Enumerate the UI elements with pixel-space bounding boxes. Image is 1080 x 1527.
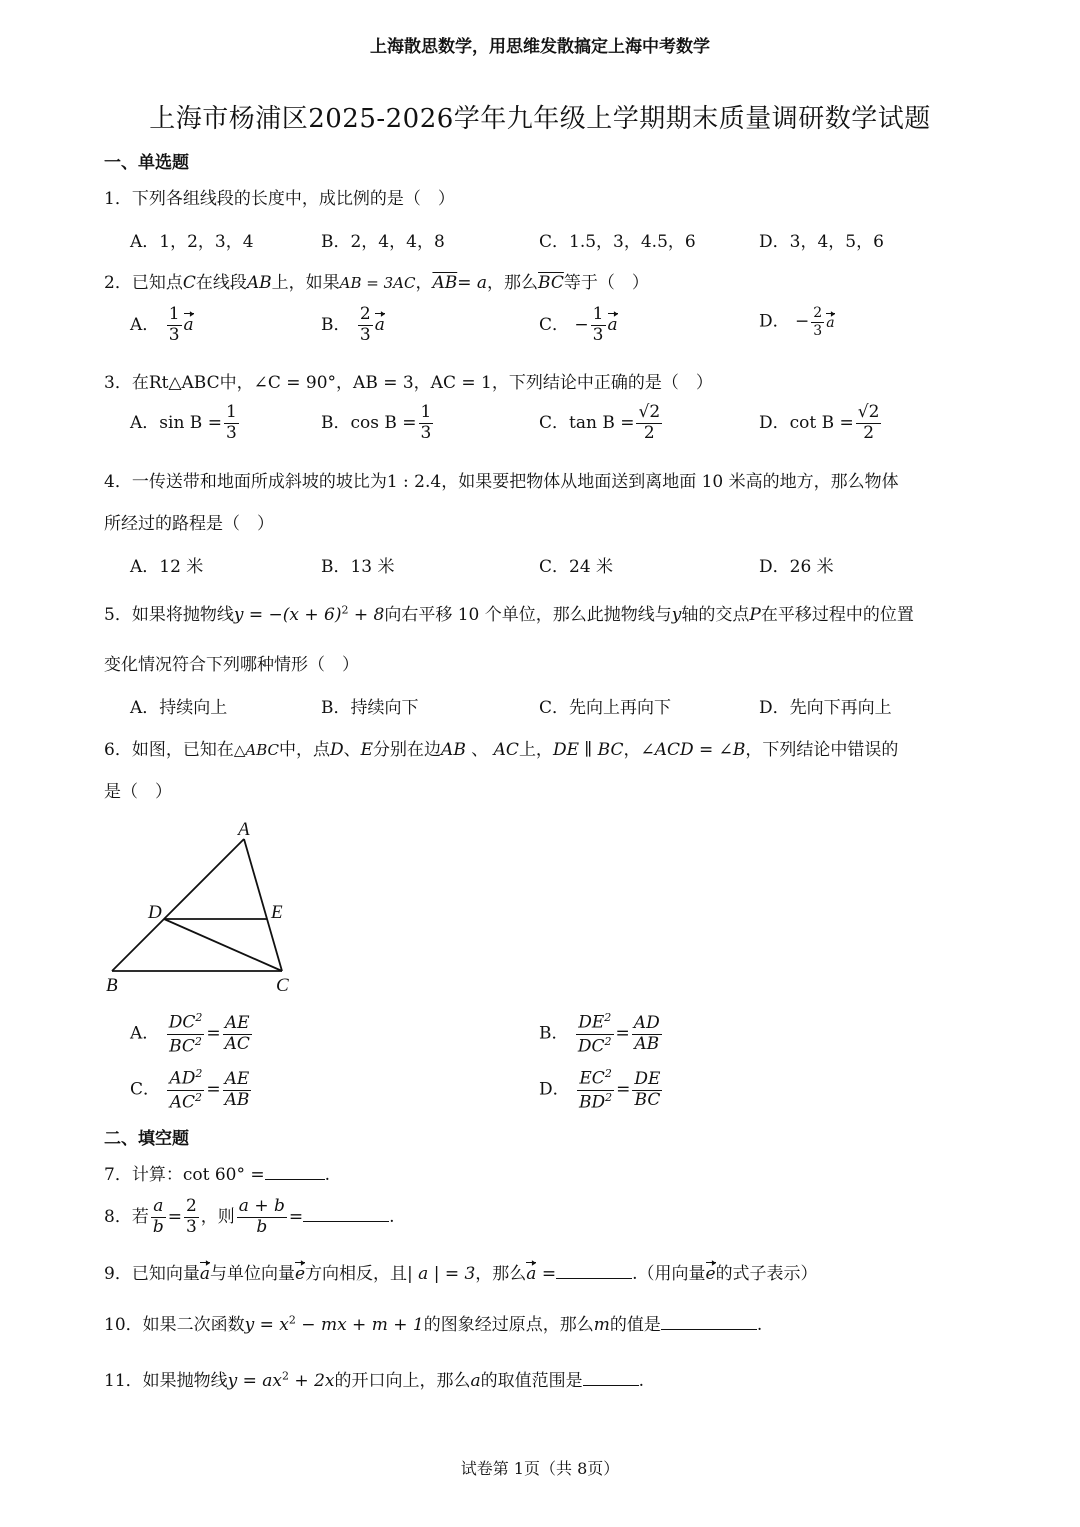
q2-text-2: 在线段: [195, 273, 247, 293]
option-label: A．: [130, 314, 160, 335]
fraction: $\frac{DC^2}{BC^2}$: [168, 1011, 203, 1057]
label-b: B: [106, 975, 118, 996]
fraction: $\frac{1}{3}$: [420, 402, 432, 443]
q2-text-1: 2．已知点: [104, 273, 183, 293]
question-4-option-a: A．12 米: [130, 557, 204, 577]
question-1-option-b: B．2，4，4，8: [321, 232, 445, 252]
segment-ab: [112, 839, 244, 971]
fraction: $\frac{AD}{AB}$: [633, 1012, 660, 1054]
question-3-stem: 3．在Rt△ABC中，∠C = 90°，AB = 3，AC = 1，下列结论中正确的是（ ）: [104, 373, 713, 393]
question-4-stem-line2: 所经过的路程是（ ）: [104, 514, 274, 534]
section-heading-fill-blank: 二、填空题: [104, 1129, 189, 1149]
q2-vector-ab: $\overline{AB}$: [432, 273, 458, 293]
fraction: $\frac{EC^2}{BD^2}$: [579, 1067, 613, 1113]
label-a: A: [238, 819, 250, 840]
q2-vector-bc: $\overline{BC}$: [538, 273, 564, 293]
fraction: $\frac{2}{3}$: [185, 1196, 197, 1237]
question-1-option-a: A．1，2，3，4: [130, 232, 254, 252]
question-7: 7．计算：cot 60° = .: [104, 1165, 331, 1185]
fraction: $\frac{a}{b}$: [152, 1196, 164, 1237]
option-label: D．: [759, 311, 790, 332]
option-label: C．: [539, 314, 570, 335]
question-4-option-b: B．13 米: [321, 557, 395, 577]
question-5-option-a: A．持续向上: [130, 698, 228, 718]
fraction: $\frac{AD^2}{AC^2}$: [169, 1067, 203, 1113]
question-5-stem-line2: 变化情况符合下列哪种情形（ ）: [104, 655, 359, 675]
vector-e: e: [294, 1264, 306, 1284]
vector-e: e: [705, 1264, 716, 1284]
promo-banner: 上海散思数学，用思维发散搞定上海中考数学: [370, 37, 710, 57]
question-4-stem-line1: 4．一传送带和地面所成斜坡的坡比为1 : 2.4，如果要把物体从地面送到离地面 10 米高的地方，那么物体: [104, 472, 899, 492]
triangle-figure: [100, 815, 310, 1000]
vector-a: a: [199, 1264, 210, 1284]
q2-text-5: 等于（ ）: [563, 273, 649, 293]
question-5-option-c: C．先向上再向下: [539, 698, 672, 718]
question-6-stem-line2: 是（ ）: [104, 782, 172, 802]
label-e: E: [271, 902, 283, 923]
question-5-option-b: B．持续向下: [321, 698, 419, 718]
fraction: $\frac{AE}{AB}$: [224, 1068, 250, 1110]
fraction: $\frac{1}{3}$: [592, 304, 604, 345]
label-c: C: [276, 975, 289, 996]
q2-vector-eq: = a: [457, 273, 488, 293]
fraction: $\frac{√2}{2}$: [638, 402, 661, 443]
question-3-option-d: D．cot B = $\frac{√2}{2}$: [759, 402, 880, 443]
option-label: B．: [321, 314, 351, 335]
question-6-stem-line1: 6．如图，已知在△ABC中，点D、E分别在边AB 、 AC上，DE ∥ BC，∠ACD = ∠B，下列结论中错误的: [104, 740, 899, 760]
question-3-option-c: C．tan B = $\frac{√2}{2}$: [539, 402, 661, 443]
question-5-option-d: D．先向下再向上: [759, 698, 892, 718]
question-2-option-d: [759, 306, 835, 338]
question-1-option-c: C．1.5，3，4.5，6: [539, 232, 696, 252]
question-2-option-b: [321, 306, 385, 345]
question-11: 11．如果抛物线$y = ax^2 + 2x$的开口向上，那么a的取值范围是 .: [104, 1369, 645, 1391]
fraction: $\frac{1}{3}$: [168, 304, 180, 345]
minus-sign: −: [574, 314, 589, 335]
vector-a: a: [374, 314, 385, 335]
question-8: 8．若 $\frac{a}{b}$ = $\frac{2}{3}$ ，则 $\frac{a + b}{b}$ = .: [104, 1196, 395, 1237]
q2-point-c: C: [182, 273, 196, 293]
answer-blank: [265, 1163, 325, 1180]
q2-sep: ，: [415, 273, 433, 293]
vector-a: a: [826, 314, 835, 331]
question-3-option-b: B．cos B = $\frac{1}{3}$: [321, 402, 432, 443]
question-6-option-c: C． $\frac{AD^2}{AC^2}$ = $\frac{AE}{AB}$: [130, 1067, 250, 1113]
question-1-option-d: D．3，4，5，6: [759, 232, 884, 252]
question-10: 10．如果二次函数$y = x^2$ − mx + m + 1的图象经过原点，那么m的值是 .: [104, 1313, 763, 1335]
segment-dc: [164, 919, 282, 971]
label-d: D: [148, 902, 162, 923]
page-footer: 试卷第 1页（共 8页）: [460, 1459, 620, 1478]
question-1-stem: 1．下列各组线段的长度中，成比例的是（ ）: [104, 189, 455, 209]
fraction: $\frac{AE}{AC}$: [224, 1012, 250, 1054]
question-9: 9．已知向量a与单位向量e方向相反，且| a | = 3，那么a = .（用向量e的式子表示）: [104, 1264, 818, 1284]
fraction: $\frac{DE^2}{DC^2}$: [577, 1011, 612, 1057]
vector-a: a: [607, 314, 618, 335]
question-6-option-d: D． $\frac{EC^2}{BD^2}$ = $\frac{DE}{BC}$: [539, 1067, 661, 1113]
minus-sign: −: [795, 311, 810, 332]
fraction: $\frac{√2}{2}$: [857, 402, 880, 443]
fraction: $\frac{1}{3}$: [225, 402, 237, 443]
parabola-formula: y = −(x + 6): [233, 605, 342, 625]
fraction: $\frac{DE}{BC}$: [634, 1068, 661, 1110]
question-6-option-a: A． $\frac{DC^2}{BC^2}$ = $\frac{AE}{AC}$: [130, 1011, 250, 1057]
question-2-stem: [104, 268, 649, 293]
section-heading-single-choice: 一、单选题: [104, 153, 189, 173]
question-3-option-a: A．sin B = $\frac{1}{3}$: [130, 402, 237, 443]
vector-a: a: [526, 1264, 537, 1284]
question-4-option-d: D．26 米: [759, 557, 834, 577]
question-2-option-c: [539, 306, 618, 345]
q2-equation: AB = 3AC: [339, 274, 416, 292]
page-title: 上海市杨浦区2025-2026学年九年级上学期期末质量调研数学试题: [149, 104, 931, 134]
question-5-stem-line1: 5．如果将抛物线$y = -(x + 6)^2 + 8$向右平移 10 个单位，那么此抛物线与y轴的交点P在平移过程中的位置: [104, 603, 914, 625]
answer-blank: [303, 1205, 389, 1222]
question-4-option-c: C．24 米: [539, 557, 614, 577]
question-6-option-b: B． $\frac{DE^2}{DC^2}$ = $\frac{AD}{AB}$: [539, 1011, 660, 1057]
answer-blank: [556, 1262, 632, 1279]
fraction: $\frac{a + b}{b}$: [238, 1196, 285, 1237]
q2-text-3: 上，如果: [271, 273, 340, 293]
q2-segment-ab: AB: [246, 273, 272, 293]
answer-blank: [583, 1369, 639, 1386]
vector-a: a: [183, 314, 194, 335]
q2-text-4: ，那么: [487, 273, 539, 293]
question-2-option-a: [130, 306, 194, 345]
fraction: $\frac{2}{3}$: [359, 304, 371, 345]
fraction: $\frac{2}{3}$: [813, 305, 823, 339]
answer-blank: [661, 1313, 757, 1330]
